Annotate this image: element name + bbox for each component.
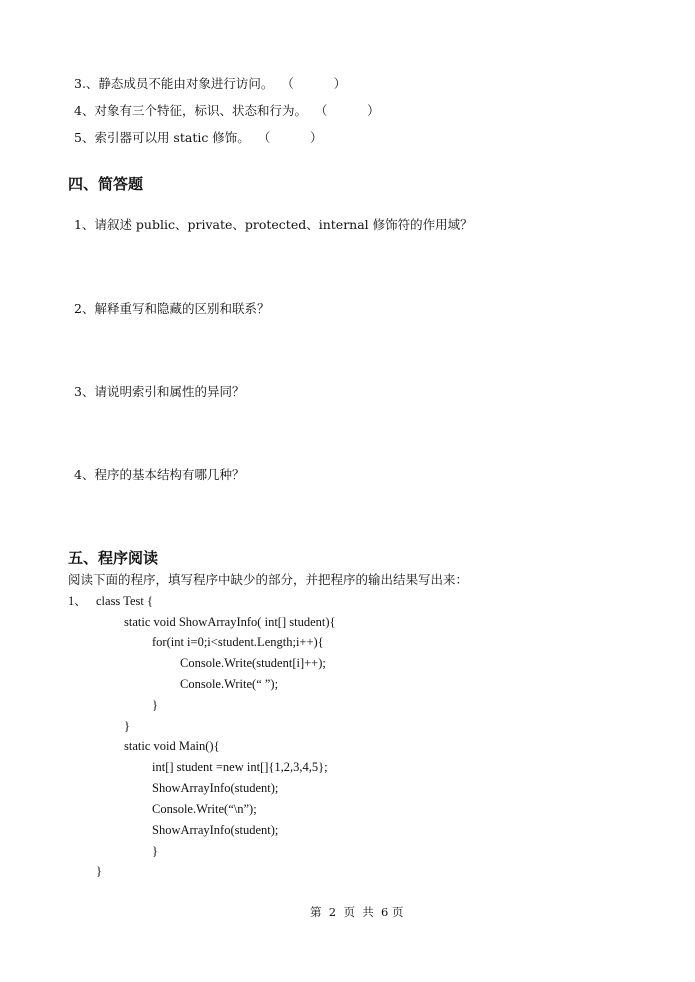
true-false-item-5: 5、索引器可以用 static 修饰。 （ ）: [74, 130, 323, 145]
code-line: static void Main(){: [124, 739, 220, 753]
question-3: 3、请说明索引和属性的异同？: [74, 384, 245, 399]
page-footer: 第 2 页 共 6 页: [310, 905, 404, 919]
code-line: int[] student =new int[]{1,2,3,4,5};: [152, 760, 328, 774]
true-false-item-4: 4、对象有三个特征，标识、状态和行为。 （ ）: [74, 103, 380, 118]
question-4: 4、程序的基本结构有哪几种？: [74, 467, 245, 482]
section-4-title: 四、简答题: [68, 175, 144, 193]
code-line: ShowArrayInfo(student);: [152, 781, 279, 795]
code-line: }: [96, 864, 102, 878]
true-false-item-3: 3.、静态成员不能由对象进行访问。 （ ）: [74, 76, 347, 91]
code-line: ShowArrayInfo(student);: [152, 823, 279, 837]
code-line: for(int i=0;i<student.Length;i++){: [152, 635, 324, 649]
question-1: 1、请叙述 public、private、protected、internal 修饰符的作用域？: [74, 217, 473, 232]
code-line: }: [152, 698, 158, 712]
code-item-number: 1、: [68, 594, 87, 608]
code-line: }: [124, 719, 130, 733]
code-line: Console.Write(“ ”);: [180, 677, 279, 691]
code-line: Console.Write(“\n”);: [152, 802, 257, 816]
section-5-title: 五、程序阅读: [68, 549, 159, 567]
code-line: class Test {: [96, 594, 153, 608]
question-2: 2、解释重写和隐藏的区别和联系？: [74, 301, 270, 316]
code-line: Console.Write(student[i]++);: [180, 656, 326, 670]
code-line: }: [152, 844, 158, 858]
section-5-instruction: 阅读下面的程序，填写程序中缺少的部分，并把程序的输出结果写出来：: [68, 572, 469, 587]
code-line: static void ShowArrayInfo( int[] student){: [124, 615, 336, 629]
